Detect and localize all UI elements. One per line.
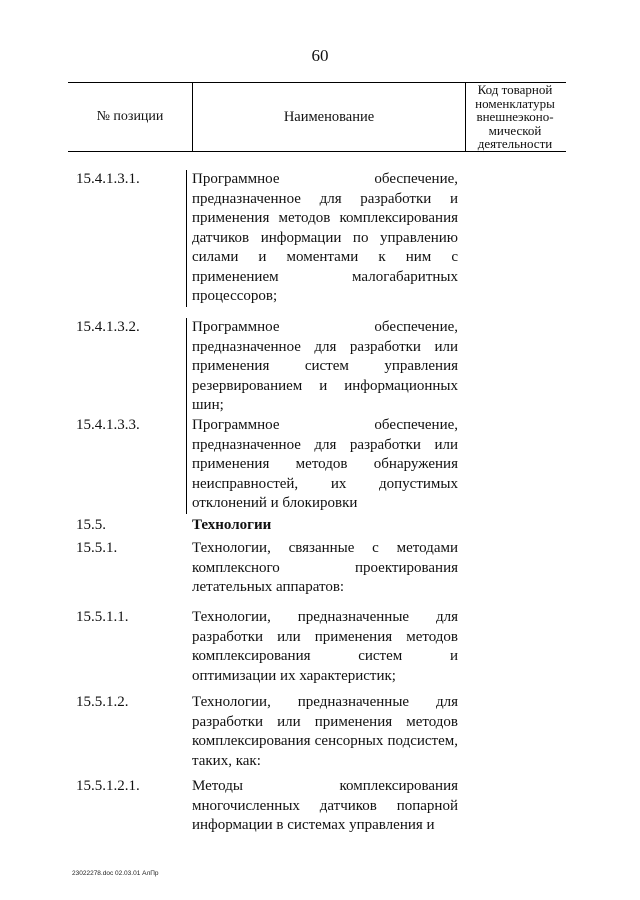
row-number: 15.5.1.	[76, 540, 118, 556]
footer-file-code: 23022278.doc 02.03.01 АлПр	[72, 870, 159, 877]
table-row	[0, 416, 640, 516]
row-text: Программное обеспечение, предназначенное для разработки или применения методов обнаружения неисправностей, их допустимых отклонений и блокировки	[186, 416, 458, 514]
table-row	[0, 539, 640, 608]
table-row	[0, 516, 640, 539]
section-heading: Технологии	[192, 517, 272, 533]
table-row	[0, 318, 640, 416]
row-number: 15.5.1.2.	[76, 694, 129, 710]
row-number: 15.5.1.2.1.	[76, 778, 140, 794]
row-number: 15.4.1.3.2.	[76, 319, 140, 335]
row-text: Программное обеспечение, предназначенное для разработки и применения методов комплексирования датчиков информации по управлению силами и моментами к ним с применением малогабаритных процессоров;	[186, 170, 458, 307]
header-name: Наименование	[192, 83, 466, 151]
table-row	[0, 608, 640, 693]
table-row	[0, 693, 640, 777]
row-number: 15.4.1.3.1.	[76, 171, 140, 187]
page-number: 60	[311, 46, 329, 65]
row-number: 15.5.	[76, 517, 106, 533]
row-text: Программное обеспечение, предназначенное для разработки или применения систем управления резервированием и информационных шин;	[186, 318, 458, 416]
row-number: 15.4.1.3.3.	[76, 417, 140, 433]
header-code: Код товарной номенклатуры внешнеэконо-мической деятельности	[475, 82, 555, 152]
row-text: Технологии, предназначенные для разработки или применения методов комплексирования систем и оптимизации их характеристик;	[192, 609, 458, 684]
row-number: 15.5.1.1.	[76, 609, 129, 625]
header-position: № позиции	[96, 109, 164, 124]
table-header	[68, 82, 566, 152]
table-row	[0, 170, 640, 318]
row-text: Методы комплексирования многочисленных датчиков попарной информации в системах управления и	[192, 778, 458, 833]
table-row	[0, 777, 640, 847]
row-text: Технологии, связанные с методами комплексного проектирования летательных аппаратов:	[192, 540, 458, 595]
row-text: Технологии, предназначенные для разработки или применения методов комплексирования сенсорных подсистем, таких, как:	[192, 694, 458, 769]
table-body	[0, 170, 640, 847]
